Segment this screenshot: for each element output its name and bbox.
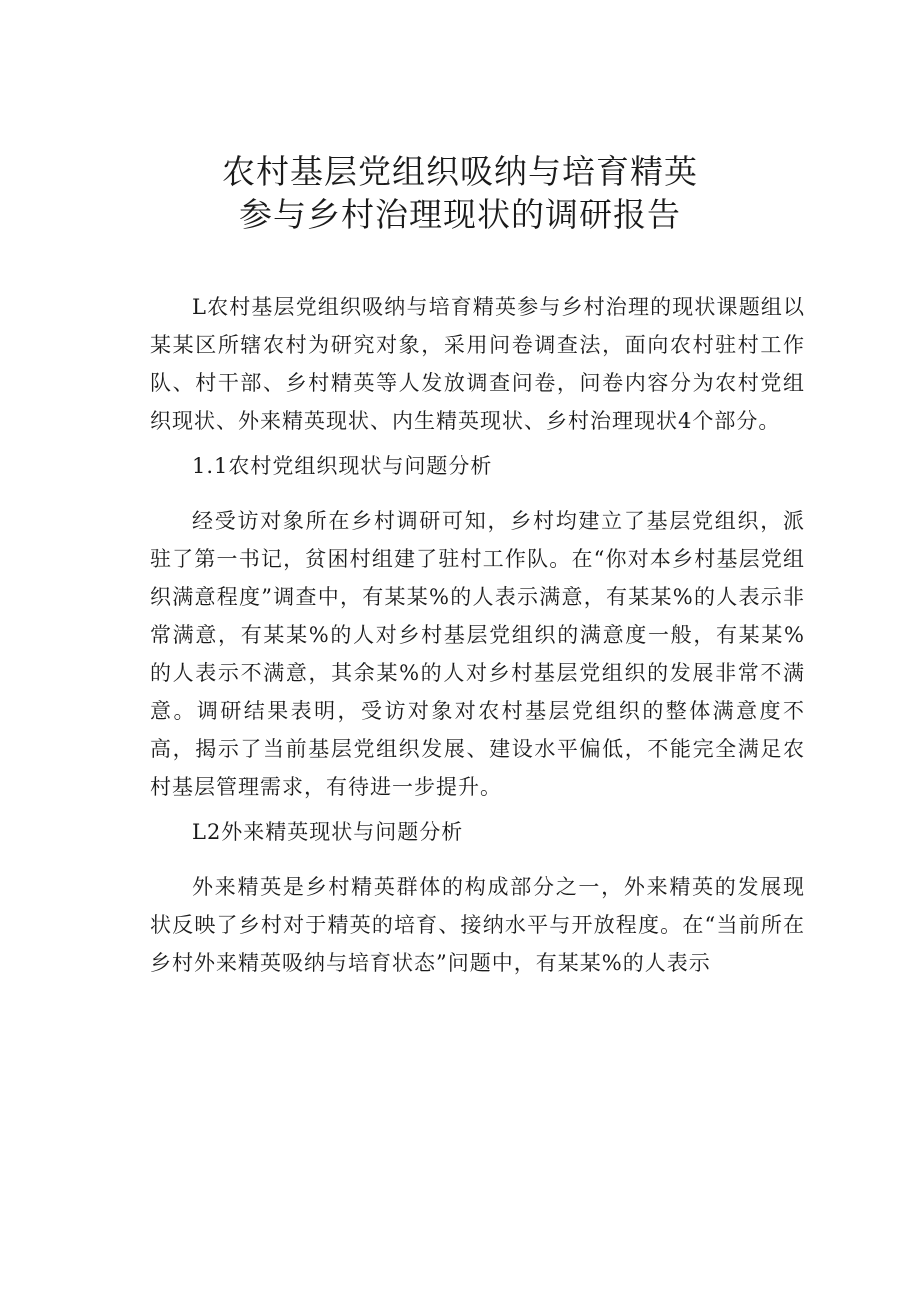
section-1-1-paragraph: 经受访对象所在乡村调研可知，乡村均建立了基层党组织，派驻了第一书记，贫困村组建了驻村工作队。在“你对本乡村基层党组织满意程度”调查中，有某某%的人表示满意，有某某%的人表示非常满意，有某某%的人对乡村基层党组织的满意度一般，有某某%的人表示不满意，其余某%的人对乡村基层党组织的发展非常不满意。调研结果表明，受访对象对农村基层党组织的整体满意度不高，揭示了当前基层党组织发展、建设水平偏低，不能完全满足农村基层管理需求，有待进一步提升。 bbox=[150, 509, 805, 799]
section-heading-1-2: L2外来精英现状与问题分析 bbox=[192, 820, 464, 844]
section-heading-1-1: 1.1农村党组织现状与问题分析 bbox=[192, 454, 493, 478]
section-1-2-paragraph: 外来精英是乡村精英群体的构成部分之一，外来精英的发展现状反映了乡村对于精英的培育、接纳水平与开放程度。在“当前所在乡村外来精英吸纳与培育状态”问题中，有某某%的人表示 bbox=[150, 875, 805, 975]
intro-paragraph: L农村基层党组织吸纳与培育精英参与乡村治理的现状课题组以某某区所辖农村为研究对象，采用问卷调查法，面向农村驻村工作队、村干部、乡村精英等人发放调查问卷，问卷内容分为农村党组织现状、外来精英现状、内生精英现状、乡村治理现状4个部分。 bbox=[150, 295, 805, 433]
title-line-1: 农村基层党组织吸纳与培育精英 bbox=[222, 152, 698, 191]
title-line-2: 参与乡村治理现状的调研报告 bbox=[239, 195, 681, 234]
document-body bbox=[150, 288, 805, 982]
document-title bbox=[0, 150, 920, 236]
